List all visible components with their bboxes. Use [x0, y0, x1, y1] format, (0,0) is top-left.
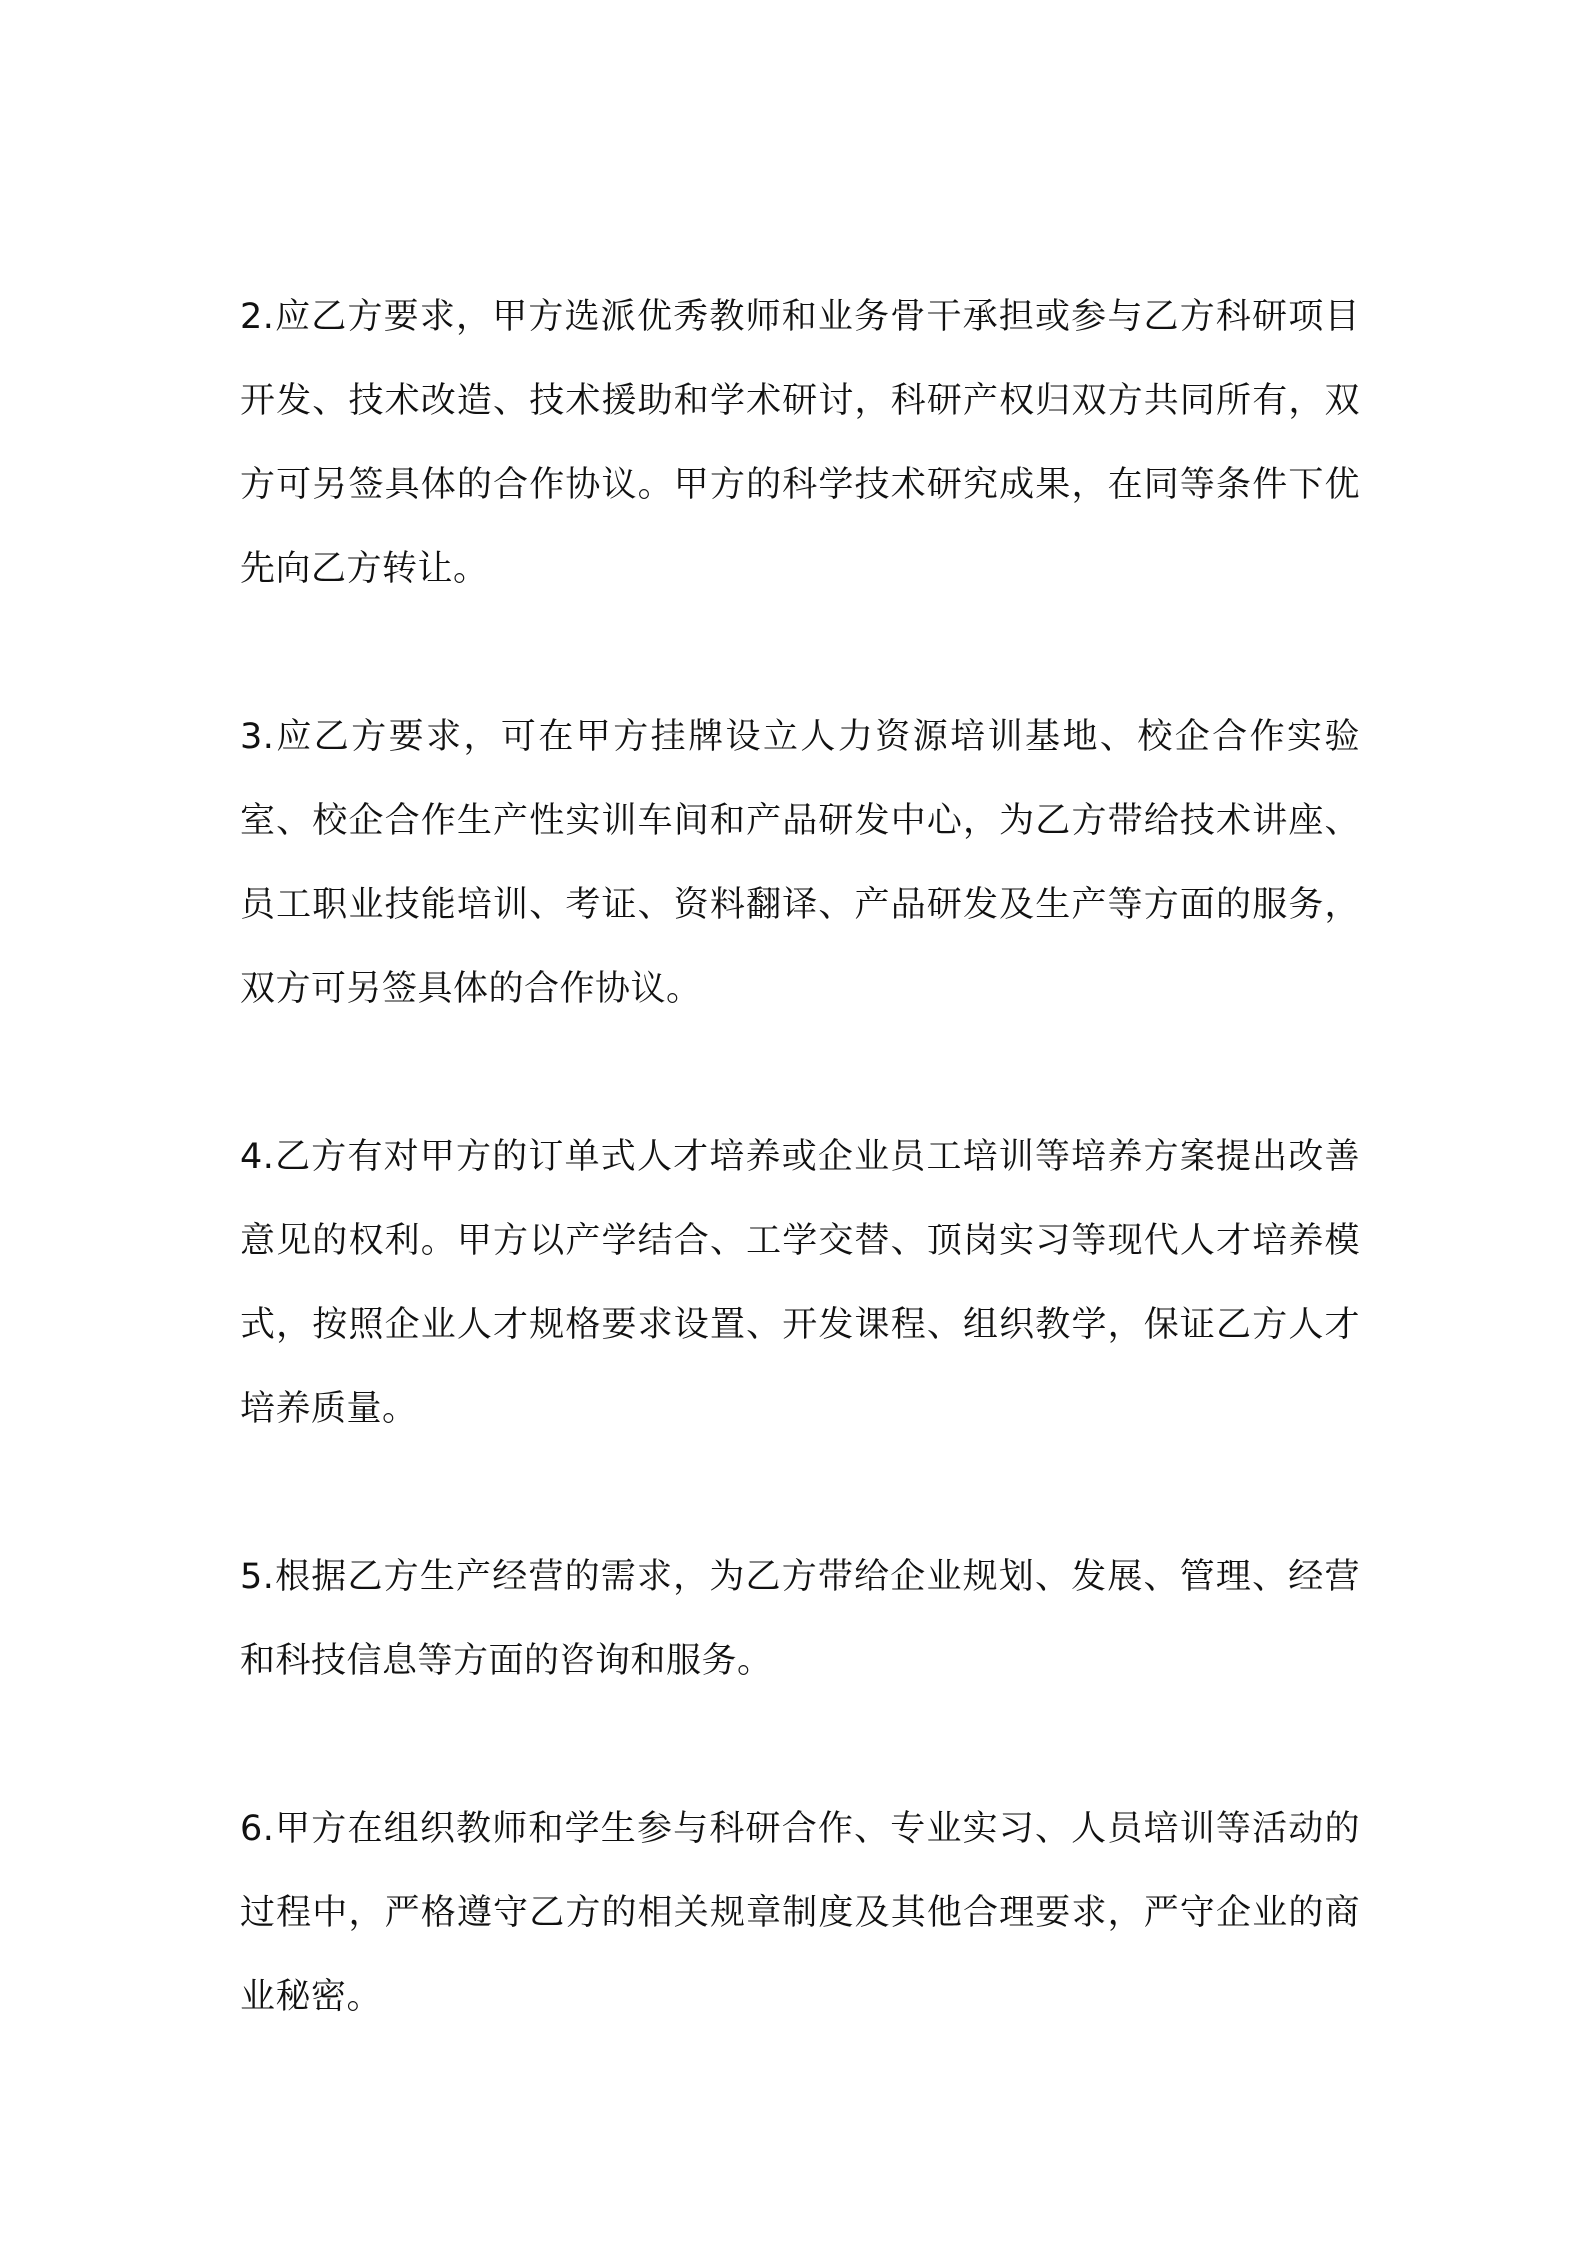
paragraph-clause-2: 2.应乙方要求，甲方选派优秀教师和业务骨干承担或参与乙方科研项目开发、技术改造、技术援助和学术研讨，科研产权归双方共同所有，双方可另签具体的合作协议。甲方的科学技术研究成果，在同等条件下优先向乙方转让。: [240, 297, 1360, 589]
paragraph-clause-5: 5.根据乙方生产经营的需求，为乙方带给企业规划、发展、管理、经营和科技信息等方面的咨询和服务。: [240, 1557, 1360, 1681]
paragraph-clause-4: 4.乙方有对甲方的订单式人才培养或企业员工培训等培养方案提出改善意见的权利。甲方以产学结合、工学交替、顶岗实习等现代人才培养模式，按照企业人才规格要求设置、开发课程、组织教学，保证乙方人才培养质量。: [240, 1137, 1360, 1429]
paragraph-clause-6: 6.甲方在组织教师和学生参与科研合作、专业实习、人员培训等活动的过程中，严格遵守乙方的相关规章制度及其他合理要求，严守企业的商业秘密。: [240, 1809, 1360, 2017]
paragraph-clause-3: 3.应乙方要求，可在甲方挂牌设立人力资源培训基地、校企合作实验室、校企合作生产性实训车间和产品研发中心，为乙方带给技术讲座、员工职业技能培训、考证、资料翻译、产品研发及生产等方面的服务，双方可另签具体的合作协议。: [240, 717, 1360, 1009]
document-body: [240, 275, 1360, 2039]
